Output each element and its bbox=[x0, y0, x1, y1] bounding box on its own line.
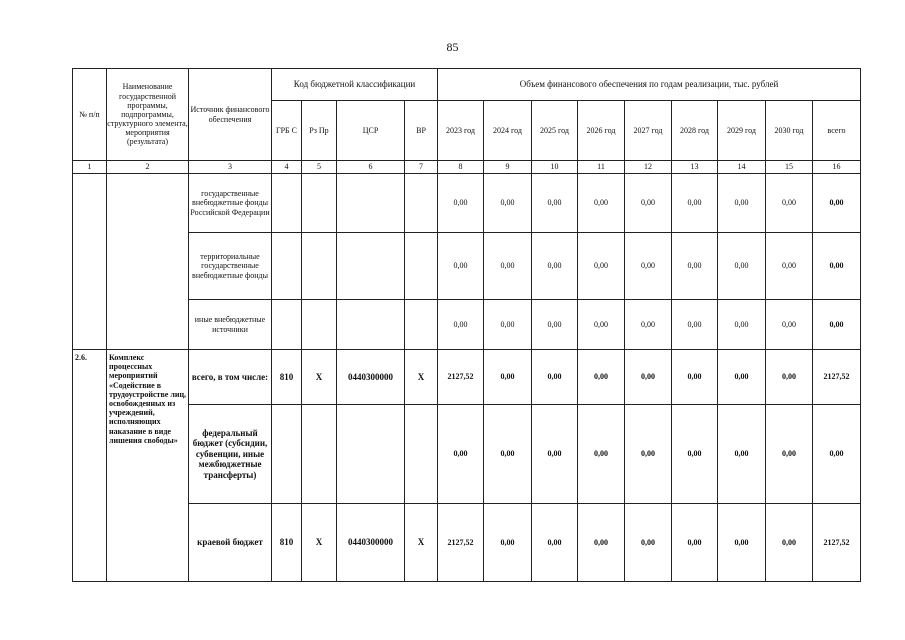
cell-value: 0,00 bbox=[578, 233, 625, 300]
budget-table bbox=[72, 68, 861, 582]
cell-grbs bbox=[272, 233, 302, 300]
cell-vr: Х bbox=[405, 350, 438, 405]
cell-value: 0,00 bbox=[625, 174, 672, 233]
cell-value: 0,00 bbox=[672, 405, 718, 504]
cell-source: иные внебюджетные источники bbox=[189, 300, 272, 350]
item-row-total bbox=[73, 350, 861, 405]
header-total: всего bbox=[813, 101, 861, 161]
header-num: № п/п bbox=[73, 69, 107, 161]
cell-grbs: 810 bbox=[272, 350, 302, 405]
header-csr: ЦСР bbox=[337, 101, 405, 161]
header-rzpr: Рз Пр bbox=[302, 101, 337, 161]
cell-grbs bbox=[272, 300, 302, 350]
cell-rzpr bbox=[302, 233, 337, 300]
cell-vr bbox=[405, 300, 438, 350]
cell-value: 0,00 bbox=[766, 174, 813, 233]
col-number: 1 bbox=[73, 161, 107, 174]
cell-value: 0,00 bbox=[672, 233, 718, 300]
cell-value: 2127,52 bbox=[438, 350, 484, 405]
cell-value: 0,00 bbox=[532, 405, 578, 504]
header-vr: ВР bbox=[405, 101, 438, 161]
col-number: 13 bbox=[672, 161, 718, 174]
cell-value: 0,00 bbox=[718, 504, 766, 582]
header-year: 2025 год bbox=[532, 101, 578, 161]
page-number: 85 bbox=[446, 40, 459, 54]
cell-total: 0,00 bbox=[813, 405, 861, 504]
cell-source: территориальные государственные внебюджетные фонды bbox=[189, 233, 272, 300]
cell-value: 0,00 bbox=[672, 504, 718, 582]
cell-value: 0,00 bbox=[672, 350, 718, 405]
cell-value: 0,00 bbox=[766, 405, 813, 504]
cell-value: 0,00 bbox=[484, 233, 532, 300]
cell-value: 0,00 bbox=[625, 350, 672, 405]
cell-value: 0,00 bbox=[532, 504, 578, 582]
cell-value: 0,00 bbox=[578, 300, 625, 350]
cell-csr bbox=[337, 174, 405, 233]
col-number: 9 bbox=[484, 161, 532, 174]
cell-value: 0,00 bbox=[484, 174, 532, 233]
cell-source: краевой бюджет bbox=[189, 504, 272, 582]
header-volume-group: Объем финансового обеспечения по годам реализации, тыс. рублей bbox=[438, 69, 861, 101]
cell-csr: 0440300000 bbox=[337, 504, 405, 582]
item-name: Комплекс процессных мероприятий «Содействие в трудоустройстве лиц, освобожденных из учреждений, исполняющих наказание в виде лишения свободы» bbox=[107, 350, 189, 582]
cell-value: 0,00 bbox=[625, 300, 672, 350]
cell-total: 2127,52 bbox=[813, 504, 861, 582]
cell-vr bbox=[405, 405, 438, 504]
cell-rzpr bbox=[302, 405, 337, 504]
item-row-regional bbox=[73, 504, 861, 582]
cell-vr bbox=[405, 233, 438, 300]
cell-rzpr: Х bbox=[302, 504, 337, 582]
cell-grbs bbox=[272, 174, 302, 233]
col-number: 8 bbox=[438, 161, 484, 174]
col-number: 12 bbox=[625, 161, 672, 174]
cell-source: всего, в том числе: bbox=[189, 350, 272, 405]
cell-value: 0,00 bbox=[718, 300, 766, 350]
table-row bbox=[73, 300, 861, 350]
col-number: 5 bbox=[302, 161, 337, 174]
col-number: 2 bbox=[107, 161, 189, 174]
col-number: 16 bbox=[813, 161, 861, 174]
cell-source: федеральный бюджет (субсидии, субвенции, иные межбюджетные трансферты) bbox=[189, 405, 272, 504]
cell-value: 0,00 bbox=[532, 174, 578, 233]
cell-value: 0,00 bbox=[438, 300, 484, 350]
table-row bbox=[73, 174, 861, 233]
cell-total: 0,00 bbox=[813, 300, 861, 350]
item-row-federal bbox=[73, 405, 861, 504]
cell-rzpr: Х bbox=[302, 350, 337, 405]
cell-value: 0,00 bbox=[766, 350, 813, 405]
col-number: 10 bbox=[532, 161, 578, 174]
cell-value: 2127,52 bbox=[438, 504, 484, 582]
cell-value: 0,00 bbox=[532, 300, 578, 350]
cell-rzpr bbox=[302, 174, 337, 233]
header-year: 2030 год bbox=[766, 101, 813, 161]
cell-csr bbox=[337, 405, 405, 504]
header-name: Наименование государственной программы, подпрограммы, структурного элемента, мероприятия (результата) bbox=[107, 69, 189, 161]
cell-value: 0,00 bbox=[578, 405, 625, 504]
cell-grbs bbox=[272, 405, 302, 504]
cell-rzpr bbox=[302, 300, 337, 350]
header-year: 2028 год bbox=[672, 101, 718, 161]
cell-value: 0,00 bbox=[578, 504, 625, 582]
cell-value: 0,00 bbox=[766, 300, 813, 350]
cell-value: 0,00 bbox=[766, 233, 813, 300]
cell-value: 0,00 bbox=[625, 504, 672, 582]
header-grbs: ГРБ С bbox=[272, 101, 302, 161]
header-code-group: Код бюджетной классификации bbox=[272, 69, 438, 101]
cell-total: 0,00 bbox=[813, 174, 861, 233]
table-row bbox=[73, 233, 861, 300]
col-number: 14 bbox=[718, 161, 766, 174]
cell-value: 0,00 bbox=[532, 350, 578, 405]
col-number: 4 bbox=[272, 161, 302, 174]
cell-value: 0,00 bbox=[718, 233, 766, 300]
cell-num-empty bbox=[73, 174, 107, 350]
cell-value: 0,00 bbox=[438, 174, 484, 233]
item-number: 2.6. bbox=[73, 350, 107, 582]
cell-csr: 0440300000 bbox=[337, 350, 405, 405]
cell-value: 0,00 bbox=[625, 233, 672, 300]
cell-vr bbox=[405, 174, 438, 233]
col-number: 3 bbox=[189, 161, 272, 174]
header-source: Источник финансового обеспечения bbox=[189, 69, 272, 161]
cell-value: 0,00 bbox=[438, 405, 484, 504]
header-row-1 bbox=[73, 69, 861, 101]
cell-vr: Х bbox=[405, 504, 438, 582]
cell-value: 0,00 bbox=[718, 174, 766, 233]
col-number: 11 bbox=[578, 161, 625, 174]
cell-value: 0,00 bbox=[484, 350, 532, 405]
header-year: 2026 год bbox=[578, 101, 625, 161]
cell-value: 0,00 bbox=[438, 233, 484, 300]
cell-value: 0,00 bbox=[766, 504, 813, 582]
cell-value: 0,00 bbox=[672, 300, 718, 350]
col-number: 15 bbox=[766, 161, 813, 174]
header-year: 2024 год bbox=[484, 101, 532, 161]
cell-csr bbox=[337, 300, 405, 350]
column-numbers-row bbox=[73, 161, 861, 174]
header-year: 2023 год bbox=[438, 101, 484, 161]
cell-grbs: 810 bbox=[272, 504, 302, 582]
cell-value: 0,00 bbox=[718, 350, 766, 405]
cell-total: 0,00 bbox=[813, 233, 861, 300]
cell-value: 0,00 bbox=[484, 504, 532, 582]
cell-value: 0,00 bbox=[532, 233, 578, 300]
cell-value: 0,00 bbox=[625, 405, 672, 504]
col-number: 6 bbox=[337, 161, 405, 174]
cell-source: государственные внебюджетные фонды Российской Федерации bbox=[189, 174, 272, 233]
cell-value: 0,00 bbox=[484, 405, 532, 504]
cell-value: 0,00 bbox=[578, 350, 625, 405]
cell-value: 0,00 bbox=[578, 174, 625, 233]
cell-name-empty bbox=[107, 174, 189, 350]
cell-value: 0,00 bbox=[672, 174, 718, 233]
header-year: 2029 год bbox=[718, 101, 766, 161]
cell-total: 2127,52 bbox=[813, 350, 861, 405]
cell-csr bbox=[337, 233, 405, 300]
cell-value: 0,00 bbox=[484, 300, 532, 350]
header-year: 2027 год bbox=[625, 101, 672, 161]
cell-value: 0,00 bbox=[718, 405, 766, 504]
col-number: 7 bbox=[405, 161, 438, 174]
